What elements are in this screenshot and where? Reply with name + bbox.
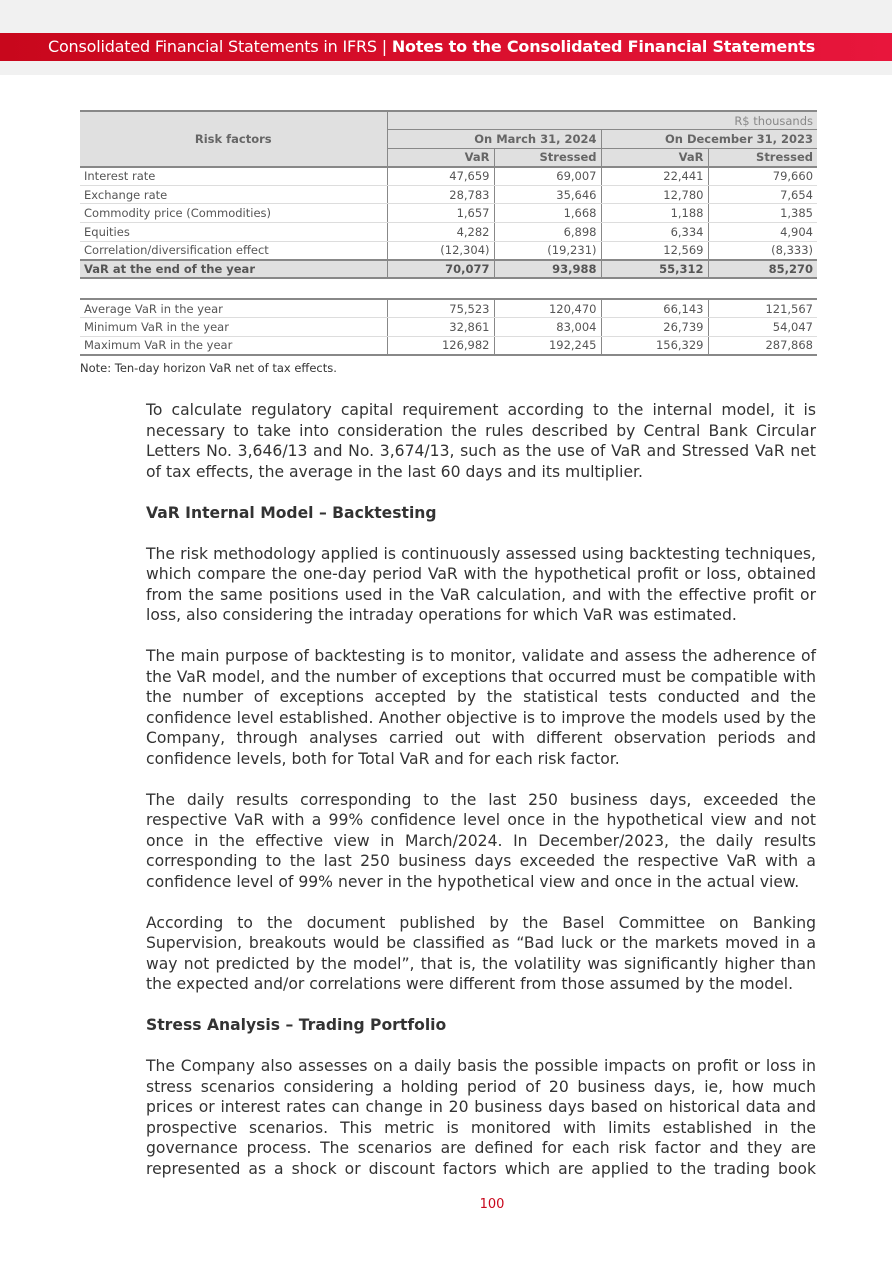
section-heading: Stress Analysis – Trading Portfolio [146,1016,447,1034]
table-row [80,336,817,355]
cell: 54,047 [708,318,817,337]
cell: 32,861 [387,318,494,337]
row-label: Equities [80,223,387,242]
cell: 85,270 [708,260,817,279]
header-separator: | [376,37,392,56]
table-total-row [80,260,817,279]
paragraph: The Company also assesses on a daily basis the possible impacts on profit or loss in stress scenarios considering a holding period of 20 business days, ie, how much prices or interest rates can change in 20 business days based on historical data and prospective scenarios. This metric is monitored with limits established in the governance process. The scenarios are defined for each risk factor and they are represented as a shock or discount factors which are applied to the trading book [146,1057,816,1178]
cell: 66,143 [601,299,708,318]
cell: 1,188 [601,204,708,223]
cell: (19,231) [494,241,601,260]
body-text [146,400,816,1200]
table-row [80,299,817,318]
cell: 35,646 [494,185,601,204]
cell: 1,668 [494,204,601,223]
cell: (8,333) [708,241,817,260]
cell: 287,868 [708,336,817,355]
paragraph: To calculate regulatory capital requirement according to the internal model, it is necessary to take into consideration the rules described by Central Bank Circular Letters No. 3,646/13 and No. 3,674/13, such as the use of VaR and Stressed VaR net of tax effects, the average in the last 60 days and its multiplier. [146,401,816,481]
paragraph: According to the document published by the Basel Committee on Banking Supervision, breakouts would be classified as “Bad luck or the markets moved in a way not predicted by the model”, that is, the volatility was significantly higher than the expected and/or correlations were different from those assumed by the model. [146,913,816,993]
header-right: Notes to the Consolidated Financial Statements [391,37,816,56]
cell: 126,982 [387,336,494,355]
paragraph: The main purpose of backtesting is to monitor, validate and assess the adherence of the VaR model, and the number of exceptions that occurred must be compatible with the number of exceptions accepted by the statistical tests conducted and the confidence level established. Another objective is to improve the models used by the Company, through analyses carried out with different observation periods and confidence levels, both for Total VaR and for each risk factor. [146,647,816,768]
cell: 28,783 [387,185,494,204]
var-table [80,110,817,279]
header-left: Consolidated Financial Statements in IFRS [48,37,377,56]
col-header: VaR [387,148,494,167]
row-label: Minimum VaR in the year [80,318,387,337]
cell: 156,329 [601,336,708,355]
table-row [80,223,817,242]
cell: 70,077 [387,260,494,279]
cell: 79,660 [708,167,817,186]
table-note: Note: Ten-day horizon VaR net of tax effects. [80,361,337,375]
cell: 93,988 [494,260,601,279]
cell: 1,385 [708,204,817,223]
col-header: Stressed [494,148,601,167]
col-header: VaR [601,148,708,167]
cell: 22,441 [601,167,708,186]
unit-label: R$ thousands [387,111,817,130]
table-row [80,318,817,337]
row-label: Interest rate [80,167,387,186]
cell: 12,569 [601,241,708,260]
period-header: On March 31, 2024 [387,130,601,149]
row-label: Correlation/diversification effect [80,241,387,260]
cell: 83,004 [494,318,601,337]
paragraph: The daily results corresponding to the last 250 business days, exceeded the respective VaR with a 99% confidence level once in the hypothetical view and not once in the effective view in March/2024. In December/2023, the daily results corresponding to the last 250 business days exceeded the respective VaR with a confidence level of 99% never in the hypothetical view and once in the actual view. [146,790,816,891]
cell: 121,567 [708,299,817,318]
cell: 26,739 [601,318,708,337]
row-label: Exchange rate [80,185,387,204]
cell: 7,654 [708,185,817,204]
cell: 4,282 [387,223,494,242]
cell: 192,245 [494,336,601,355]
cell: 12,780 [601,185,708,204]
cell: 120,470 [494,299,601,318]
paragraph: The risk methodology applied is continuously assessed using backtesting techniques, which compare the one-day period VaR with the hypothetical profit or loss, obtained from the same positions used in the VaR calculation, and with the effective profit or loss, also considering the intraday operations for which VaR was estimated. [146,544,816,624]
page-number: 100 [479,1197,505,1212]
row-label: Average VaR in the year [80,299,387,318]
period-header: On December 31, 2023 [601,130,817,149]
section-header-bar [0,33,892,61]
cell: 6,898 [494,223,601,242]
row-label: Maximum VaR in the year [80,336,387,355]
table-row [80,167,817,186]
cell: 6,334 [601,223,708,242]
table-row [80,185,817,204]
row-label: VaR at the end of the year [80,260,387,279]
cell: (12,304) [387,241,494,260]
cell: 1,657 [387,204,494,223]
table-row [80,204,817,223]
cell: 55,312 [601,260,708,279]
table-row [80,241,817,260]
cell: 4,904 [708,223,817,242]
section-heading: VaR Internal Model – Backtesting [146,503,437,522]
var-stats-table [80,298,817,356]
row-label: Commodity price (Commodities) [80,204,387,223]
col-header: Stressed [708,148,817,167]
cell: 69,007 [494,167,601,186]
risk-factors-header: Risk factors [80,111,387,167]
cell: 47,659 [387,167,494,186]
cell: 75,523 [387,299,494,318]
